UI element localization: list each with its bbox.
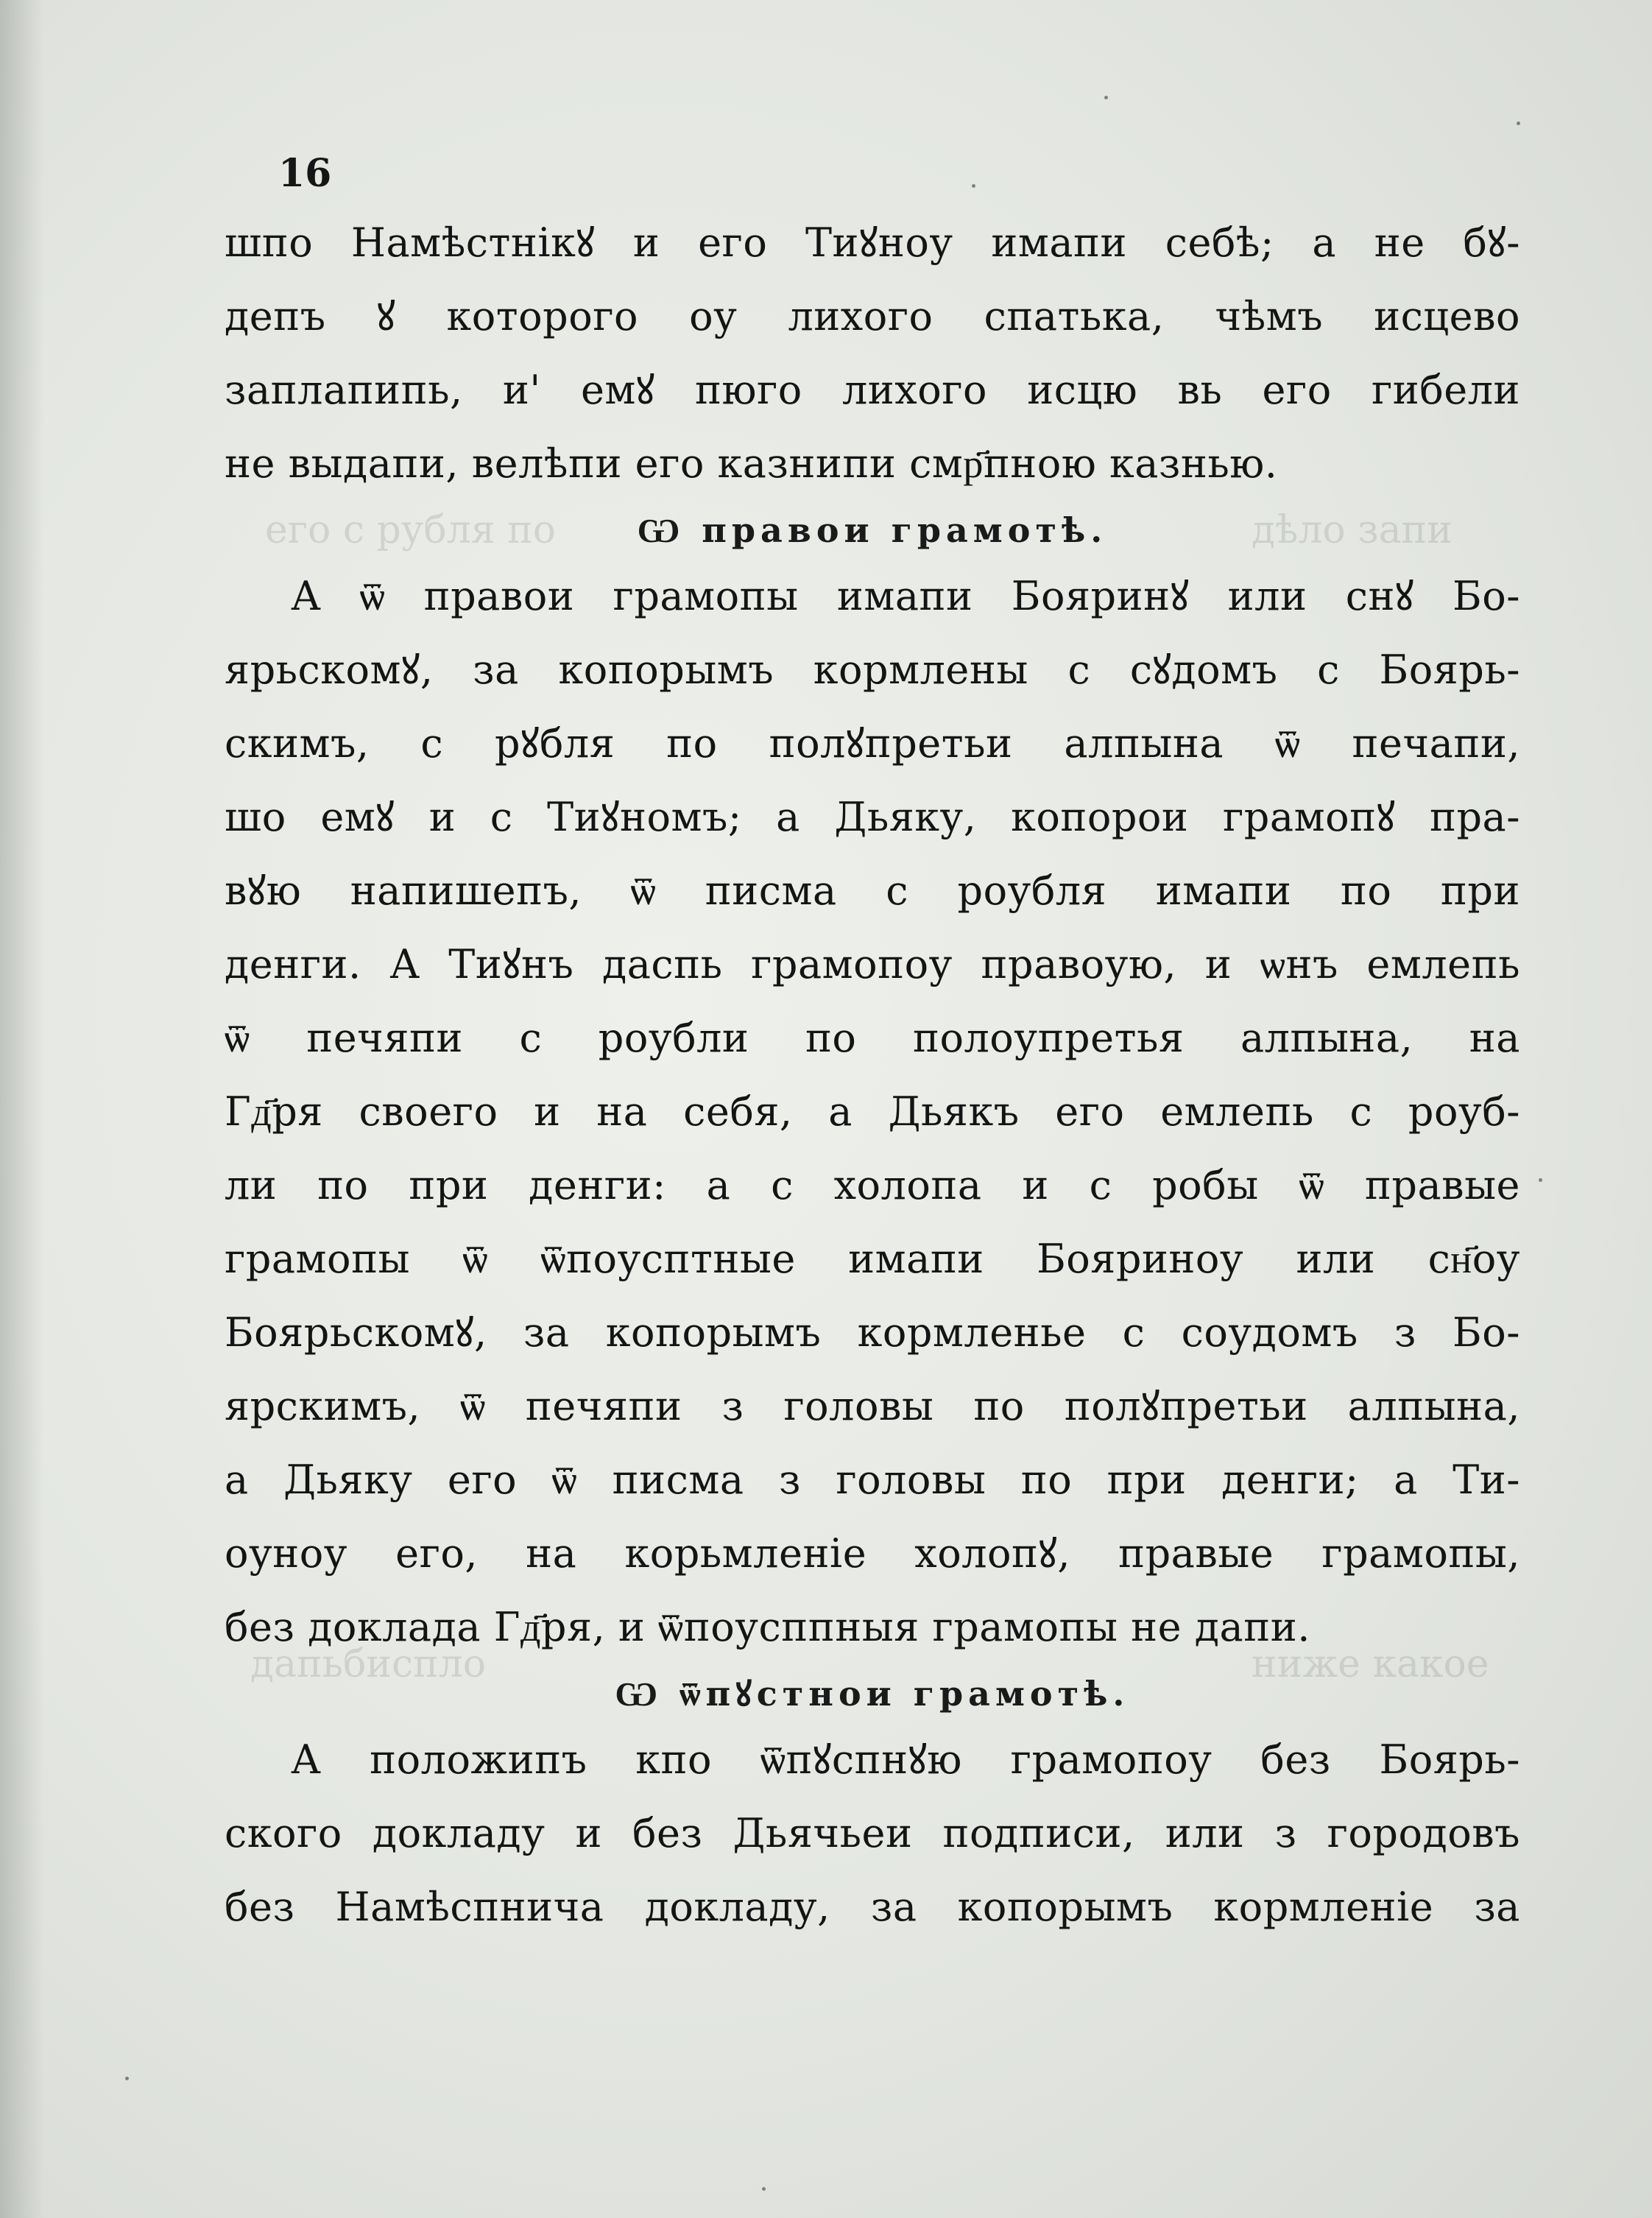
text-line: а Дьяку его ѿ писма з головы по при денги; а Ти- — [225, 1457, 1520, 1503]
page-number: 16 — [278, 151, 332, 196]
text-line: шпо Намѣстнікꙋ и его Тиꙋноу имапи себѣ; а не бꙋ- — [225, 219, 1520, 266]
text-line: оуноу его, на корьмленіе холопꙋ, правые грамопы, — [225, 1530, 1520, 1577]
paper-speck — [972, 184, 975, 188]
text-line: не выдапи, велѣпи его казнипи смр҃пною казнью. — [225, 440, 1278, 487]
paper-speck — [762, 2187, 766, 2191]
text-line: депъ ꙋ которого оу лихого спатька, чѣмъ исцево — [225, 293, 1520, 339]
text-line: ѿ печяпи с роубли по полоупретья алпына, на — [225, 1015, 1520, 1061]
text-line: вꙋю напишепъ, ѿ писма с роубля имапи по при — [225, 867, 1520, 914]
section-heading: Ѡ ѿпꙋстнои грамотѣ. — [615, 1674, 1130, 1714]
bleed-through-text: его с рубля по — [265, 508, 557, 552]
text-line: шо емꙋ и с Тиꙋномъ; а Дьяку, копорои грамопꙋ пра- — [225, 794, 1520, 840]
text-line: без доклада Гд҃ря, и ѿпоусппныя грамопы не дапи. — [225, 1604, 1310, 1650]
text-line: ского докладу и без Дьячьеи подписи, или з городовъ — [225, 1810, 1520, 1856]
bleed-through-text: дѣло запи — [1252, 508, 1452, 552]
text-line: ли по при денги: а с холопа и с робы ѿ правые — [225, 1162, 1520, 1208]
text-line: без Намѣспнича докладу, за копорымъ кормленіе за — [225, 1884, 1520, 1930]
text-line: денги. А Тиꙋнъ даспь грамопоу правоую, и ѡнъ емлепь — [225, 941, 1520, 987]
text-line: А положипъ кпо ѿпꙋспнꙋю грамопоу без Боярь- — [291, 1736, 1520, 1783]
text-line: А ѿ правои грамопы имапи Бояринꙋ или снꙋ Бо- — [291, 573, 1520, 619]
section-heading: Ѡ правои грамотѣ. — [637, 510, 1108, 550]
bleed-through-text: ниже какое — [1252, 1642, 1489, 1686]
text-line: ярскимъ, ѿ печяпи з головы по полꙋпретьи алпына, — [225, 1383, 1520, 1429]
paper-speck — [1539, 1178, 1542, 1182]
text-line: Гд҃ря своего и на себя, а Дьякъ его емлепь с роуб- — [225, 1088, 1520, 1135]
bleed-through-text: дапьбиспло — [250, 1642, 487, 1686]
paper-speck — [1104, 96, 1108, 99]
text-line: грамопы ѿ ѿпоусптные имапи Бояриноу или сн҃оу — [225, 1236, 1520, 1282]
paper-speck — [125, 2077, 129, 2080]
text-line: Боярьскомꙋ, за копорымъ кормленье с соудомъ з Бо- — [225, 1309, 1520, 1356]
text-line: заплапипь, и' емꙋ пюго лихого исцю вь его гибели — [225, 367, 1520, 413]
paper-speck — [1517, 122, 1520, 125]
text-line: ярьскомꙋ, за копорымъ кормлены с сꙋдомъ с Боярь- — [225, 647, 1520, 693]
text-line: скимъ, с рꙋбля по полꙋпретьи алпына ѿ печапи, — [225, 720, 1520, 767]
